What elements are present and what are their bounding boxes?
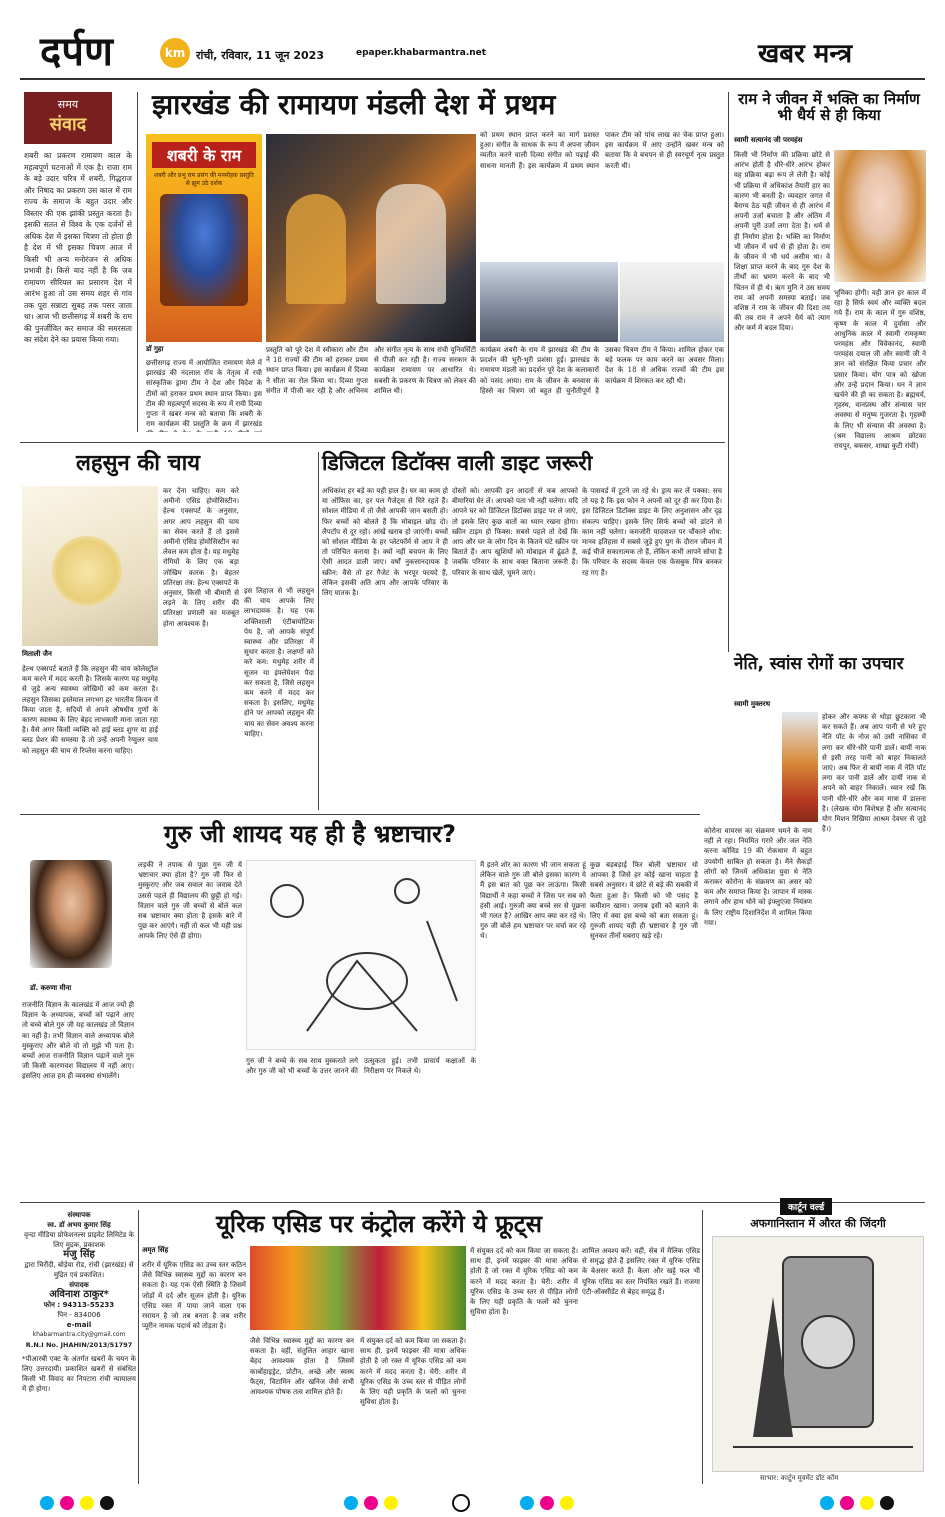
- lead-team-photo: [480, 262, 618, 342]
- guru-headline: गुरु जी शायद यह ही है भ्रष्टाचार?: [164, 820, 456, 848]
- reg-mark-icon: [840, 1496, 854, 1510]
- guru-col-2: लड़की ने तपाक से पूछा गुरु जी ये भ्रष्टाचार क्या होता है? गुरु जी फिर से मुस्कुराए और जब सवाल का जवाब देते उससे पहले ही विद्यालय की छुट्टी हो गई। विज्ञान वाले गुरु जी बच्चों से बोले कल सब भ्रष्टाचार क्या होता है इसके बारे में पूछ कर आएंगे। नहीं तो कल भी यही प्रश्न आपके लिए ऐसे ही होगा।: [138, 861, 242, 941]
- cartoon-title: अफगानिस्तान में औरत की जिंदगी: [750, 1217, 886, 1230]
- cartoon-credit: साभार: कार्टून मूवमेंट डॉट कॉम: [760, 1474, 839, 1482]
- poster-figure: [160, 194, 248, 306]
- samay-tag-bottom: संवाद: [49, 114, 87, 135]
- guru-byline: डॉ. करुणा मीना: [30, 984, 72, 992]
- detox-col-3: के पासवर्ड में टूटने जा रहे थे। ड्राय कर लें पक्का: सच तो यह है कि इस फोन ने अपनों को दूर ही कर दिया है। इस डिजिटल डिटॉक्स डाइट के लिए अनुशासन और दृढ़ संकल्प चाहिए। इसके लिए सिर्फ बच्चों को डांटने से काम नहीं चलेगा। कमजोरी यादवाश्त पर चौंकाने शोध: मानव इतिहास में सबसे जुड़े हुए युग के दौरान जीवन में कई चीजें सकारात्मक तो हैं, लेकिन कभी आपने सोचा है कि परिवार के सदस्य केवल एक फेसबुक मित्र बनकर रह गए हैं।: [582, 487, 722, 577]
- masthead-rule: [20, 78, 925, 80]
- brand-badge-icon: [160, 38, 190, 68]
- col-divider: [728, 92, 729, 652]
- brand-name: खबर मन्त्र: [758, 39, 853, 69]
- imprint-address: द्वारा चिरौंदी, बोड़ेया रोड, रांची (झारखंड) से मुद्रित एवं प्रकाशित।: [24, 1261, 134, 1279]
- guru-col-4: मैं इतने शोर का कारण भी जान सकता हूं लेकिन वाले गुरु जी बोले इसका कारण ये मैं इस बात को पूछ कर लाऊंगा। किसी विद्यार्थी ने कहा बच्चों ने जिस पर सब को हंसी आई। गुरुजी क्या बच्चे सर से पूछना भी गलत है? आखिर आप क्या कर रहे थे। गुरु जी बोले हम भ्रष्टाचार पर चर्चा कर रहे थे।: [480, 861, 586, 941]
- reg-mark-icon: [384, 1496, 398, 1510]
- poster-title: शबरी के राम: [152, 142, 256, 168]
- imprint-pin: पिन - 834006: [57, 1311, 101, 1319]
- crosshair-icon: [452, 1494, 470, 1512]
- imprint-editor: अविनाश ठाकुर*: [49, 1289, 109, 1300]
- garlic-byline: मिताली जैन: [22, 650, 52, 658]
- reg-mark-icon: [100, 1496, 114, 1510]
- neti-byline: स्वामी मुक्तरथ: [734, 700, 771, 708]
- imprint-title: संस्थापक: [67, 1211, 91, 1219]
- logo: दर्पण: [40, 28, 113, 75]
- detox-col-1: अधिकांश हर बड़े का यही हाल है। घर का काम हो या ऑफिस का, हर पल गैजेट्स से घिरे रहते हैं। सोशल मीडिया में तो जैसे आपकी जान बसती हो। फिर बच्चों को बोलते हैं कि मोबाइल छोड़ दो। लैपटॉप से दूर रहो। आंखें खराब हो जाएंगी। बच्चों को सोशल मीडिया के हर प्लेटफॉर्म से आप ने ही तो परिचित कराया है। क्यों नहीं बचपन के लिए ऐसी आदत डाली जाए। वर्षों नुकसानदायक है स्क्रीन: वैसे तो हर गैजेट के भरपूर फायदे हैं, लेकिन इसकी अति आप और आपके परिवार के लिए घातक है।: [322, 487, 448, 598]
- lead-poster-image: [146, 134, 262, 342]
- reg-mark-icon: [364, 1496, 378, 1510]
- brand-badge-text: km: [164, 46, 186, 60]
- detox-headline: डिजिटल डिटॉक्स वाली डाइट जरूरी: [322, 451, 593, 475]
- reg-mark-icon: [880, 1496, 894, 1510]
- garlic-col-1: हेल्थ एक्सपर्ट बताते हैं कि लहसुन की चाय कोलेस्ट्रॉल कम करने में मदद करती है। जिसके कारण यह मधुमेह से जुड़े अन्य स्वास्थ्य जोखिमों को कम करता है। लहसुन जिसका इस्तेमाल लगभग हर भारतीय किचन में किया जाता है, सदियों से अपने औषधीय गुणों के कारण स्वास्थ्य के लिए बेहद लाभकारी माना जाता रहा है। वैसे अगर किसी व्यक्ति को हाई ब्लड शुगर या हाई ब्लड प्रेशर की समस्या है तो उन्हें अपनी रेग्युलर चाय को लहसुन की चाय से रिप्लेस करना चाहिए।: [22, 665, 158, 755]
- garlic-tea-photo: [22, 486, 158, 646]
- fruits-photo: [250, 1246, 466, 1330]
- imprint-phone: फोन : 94313-55233: [43, 1301, 115, 1309]
- garlic-headline: लहसुन की चाय: [76, 451, 201, 476]
- col-divider: [138, 1210, 139, 1484]
- masthead: [0, 0, 945, 82]
- poster-subtitle: शबरी और प्रभु राम प्रसंग की मनमोहक प्रस्तुति से झूम उठे दर्शक: [154, 172, 254, 187]
- swami-portrait: [834, 150, 926, 282]
- imprint-email[interactable]: khabarmantra.city@gmail.com: [32, 1331, 126, 1338]
- reg-mark-icon: [520, 1496, 534, 1510]
- cartoon-label: कार्टून वर्ल्ड: [780, 1198, 832, 1215]
- lead-col-1: छत्तीसगढ़ राज्य में आयोजित रामायण मेले में झारखंड की नंदलाल रॉय के नेतृत्व में रची सांस्कृतिक ड्रामा टीम ने देश और विदेश के टीमों को हराकर प्रथम स्थान प्राप्त किया। इस टीम की महत्वपूर्ण सदस्य के रूप में रायी दिव्या गुप्ता ने खबर मन्त्र को बताया कि शबरी के राम कार्यक्रम की प्रस्तुति के क्रम में झारखंड: [146, 359, 262, 429]
- cartoon-drawing: [247, 861, 476, 1050]
- garlic-col-2: कर देना चाहिए। कम करे अमीनो एसिड होमोसिस्टीन। हेल्थ एक्सपर्ट के अनुसार, अगर आप लहसुन की चाय का सेवन करते हैं तो इससे अमीनो एसिड होमोसिस्टीन का लेवल कम होता है। यह मधुमेह रोगियों के लिए एक बड़ा जोखिम कारक है। बेहतर प्रतिरक्षा तंत्र: हेल्थ एक्सपर्ट के अनुसार, किसी भी बीमारी से लड़ने के लिए शरीर की प्रतिरक्षा प्रणाली का मजबूत होना आवश्यक है।: [163, 487, 239, 628]
- neti-headline: नेति, स्वांस रोगों का उपचार: [734, 654, 904, 674]
- epaper-url[interactable]: epaper.khabarmantra.net: [356, 48, 487, 58]
- imprint-editor-title: संपादक: [69, 1281, 89, 1289]
- reg-mark-icon: [860, 1496, 874, 1510]
- lead-col-3b: को प्रथम स्थान प्राप्त करने का मार्ग प्रशस्त हुआ। संगीत के साधक के रूप में अपना जीवन व्यतीत करने वाली दिव्या संगीत को पढ़ाई की साधना मानती हैं। इस कार्यक्रम में प्रथम स्थान पाकर टीम को पांच लाख का चेक प्राप्त हुआ। इस कार्यक्रम में आए उन्होंने खबर मन्त्र को बताया कि वे बचपन से ही स्वरचूर्ण नृत्य प्रस्तुत करती थी।: [480, 131, 724, 170]
- detox-col-2: दोस्तों को। आपकी इन आदतों से कब आपको बीमारियां घेर लें। आपको पता भी नहीं चलेगा। यदि आपने घर को डिजिटल डिटॉक्स डाइट पर ले जाएं, तो इसके लिए कुछ बातों का ध्यान रखना होगा। स्क्रीन टाइम हो फिक्स: सबसे पहले तो देखें कि आप और घर के लोग दिन के कितने घंटे स्क्रीन पर बिताते हैं। आप खुशियों को मोबाइल में ढूंढते हैं, जबकि परिवार के साथ वक्त बिताना जरूरी है। परिवार के साथ खेलें, घूमने जाएं।: [452, 487, 578, 577]
- reg-mark-icon: [820, 1496, 834, 1510]
- imprint-note: *पीआरबी एक्ट के अंतर्गत खबरों के चयन के लिए उत्तरदायी। प्रकाशित खबरों से संबंधित किसी भी विवाद का निपटारा रांची न्यायालय में ही होगा।: [22, 1355, 136, 1393]
- ram-col-2: भूमिका होगी। वही ज्ञान हर काल में रहा है सिर्फ स्वयं और व्यक्ति बदल गये हैं। राम के काल में गुरु वशिष्ठ, कृष्ण के काल में दुर्वासा और आधुनिक काल में स्वामी रामकृष्ण परमहंस और विवेकानंद, स्वामी परमहंस दयाल जी और स्वामी जी ने ज्ञान को संरक्षित किया प्रचार और प्रसार किया। योग पात्र को खोजा और उन्हें प्रदान किया। धन ने ज्ञान खर्चने की ही का सकता है। ब्रह्मचर्य, गृहस्थ, वानप्रस्थ और संन्यास चार अवस्था से मनुष्य गुजरता है। गृहस्थी के लिए भी संन्यास की अवस्था है। (श्रम विद्यालय आश्रम छोटका रायपुर, बकसर, शाखा कुटी रांची): [834, 289, 926, 451]
- neti-col-2: होकर और कफ्फ से थोड़ा छुटकारा भी कर सकते हैं। अब आप पानी से भरे हुए नेति पॉट के नोज को उसी नासिका में लगा कर धीरे-धीरे पानी डालें। बायीं नाक से इसी तरह पानी को बाहर निकालते जाएं। अब फिर से बायीं नाक में नेति पॉट लगा कर पानी डालें और दायीं नाक से अपने को बाहर निकालें। ध्यान रखें कि पानी धीरे-धीरे और कम मात्रा में डालना है। (लेखक योग विशेषज्ञ हैं और सत्यानंद योग मिशन रिखिया आश्रम देवघर से जुड़े हैं।): [818, 712, 926, 1296]
- guru-col-1: राजनीति विज्ञान के कालखंड में आज ज्यों ही विज्ञान के अध्यापक, बच्चों को पढ़ाने आए तो बच्चे बोले गुरु जी यह कालखंड तो विज्ञान का नहीं है। तभी विज्ञान वाले अध्यापक बोले मुस्कुराए और बोले वो तो मुझे भी पता है। बच्चों आज राजनीति विज्ञान पढ़ाने वाले गुरु जी किसी कारणवश विद्यालय में नहीं आए। इसलिए आज हम ही व्यवस्था संभालेंगे।: [22, 1001, 134, 1081]
- fruits-col-2: जैसे विभिन्न स्वास्थ्य मुद्दों का कारण बन सकता है। वहीं, संतुलित आहार खाना बेहद आवश्यक होता है जिसमें कार्बोहाइड्रेट, प्रोटीन, अच्छे और स्वस्थ फैट्स, विटामिन और खनिज जैसे सभी आवश्यक पोषक तत्व शामिल होते हैं।: [250, 1337, 354, 1397]
- lead-col-4: कार्यक्रम शबरी के राम में झारखंड की टीम के प्रदर्शन की भूरी-भूरी प्रशंसा हुई। झारखंड के रामायण मंडली का प्रदर्शन पूरे देश के कलाकारों को पसंद आया। राम के जीवन के बनवास के हिस्से का चित्रण जो बहुत ही चुनौतीपूर्ण है उसका चित्रण टीम ने किया। शामिल होकर एक बड़े फलक पर काम करने का अवसर मिला। देश के 18 से अधिक राज्यों की टीम इस कार्यक्रम में शिरकत कर रही थी।: [480, 346, 724, 395]
- reg-mark-icon: [540, 1496, 554, 1510]
- imprint-email-label: e-mail: [66, 1321, 92, 1329]
- fruits-byline: अमृत सिंह: [142, 1246, 169, 1254]
- guru-cartoon: [246, 860, 476, 1050]
- guru-col-3: गुरु जी ने बच्चे के सब साथ मुस्कराते लगे और गुरु जी को भी बच्चों के उत्तर जानने की उत्सुकता हुई। तभी प्राचार्य कक्षाओं के निरीक्षण पर निकले थे।: [246, 1057, 476, 1076]
- fruits-col-4: शामिल अवश्य करें। वहीं, सेब में मैलिक एसिड से समृद्ध होते हैं इसलिए रक्त में यूरिक एसिड के बेअसर करते हैं। केला और खट्टे फल भी यूरिक एसिड का स्तर नियंत्रित रखते हैं। राजमा एंटी-ऑक्सीडेंट से बेहद समृद्ध हैं।: [582, 1247, 700, 1296]
- section-rule: [20, 442, 725, 443]
- lead-byline: डॉ गुहा: [146, 345, 164, 353]
- footer-registration: [0, 1492, 945, 1516]
- imprint-publisher: मंजु सिंह: [63, 1249, 95, 1260]
- garlic-col-3b: इस लिहाज से भी लहसुन की चाय आपके लिए लाभदायक है। यह एक शक्तिशाली एंटीबायोटिक पेय है, जो आपके संपूर्ण स्वास्थ्य और प्रतिरक्षा में सुधार करता है। लक्षणों को करे कम: मधुमेह शरीर में सूजन या इंफ्लेमेशन पैदा कर सकता है, जिसे लहसुन कम करने में मदद कर सकता है। इसलिए, मधुमेह होने पर आपको लहसुन की चाय का सेवन अवश्य करना चाहिए।: [244, 587, 314, 738]
- col-divider: [318, 452, 319, 810]
- ram-headline: राम ने जीवन में भक्ति का निर्माण भी धैर्य से ही किया: [738, 90, 920, 124]
- imprint-founder: स्व. डॉ अभय कुमार सिंह: [47, 1221, 111, 1229]
- reg-mark-icon: [560, 1496, 574, 1510]
- reg-mark-icon: [60, 1496, 74, 1510]
- lead-stage-photo: [266, 134, 476, 342]
- reg-mark-icon: [80, 1496, 94, 1510]
- ram-body: किसी भी निर्माण की प्रक्रिया छोटे से आरंभ होती है धीरे-धीरे आरंभ होकर वह प्रक्रिया बढ़ा रूप ले लेती है। कोई भी प्रक्रिया में अधिकांश तैयारी हार का कारण भी बनती है। व्यवहार जगत में बैराग्य ठेठ यही जीवन से ही आरंभ में अपनी उर्जा बचाता है और अंतिम में अपनी पूरी उर्जा लगा देता है। धर्म से ही निर्माण होता है। भक्ति का निर्माण भी जीवन में धर्य से ही होता है। राम के जीवन में भी धर्य असीम था। वे शिक्षा प्राप्त करने के बाद गुरु देश के तीर्थों का भ्रमण करने के बाद भी चिंतन में ही थे। ऋंग मुनि ने उस समय राम को अपनी समस्या बताई। जब वशिष्ठ ने राम के जीवन की दिशा तय की तब राम ने अपने धैर्य को त्याग और कर्म में बदल दिया।: [734, 151, 830, 333]
- guru-col-5: कुछ बड़बड़ाई फिर बोली भ्रष्टाचार यो आपका है जिसे हर कोई खाना चाहता है सबसे अनुसार। ये छोटे से बड़े की सबकी में फैला हुआ है। किसी को भी पसंद है कमीशन खाना। जनाब इसी को बताने के लिए में क्या इस बच्चे को बता सकता हूं। गुरुजी शायद यही ही भ्रष्टाचार है गुरु जी सुनकर तीनों घबराए खड़े रहे।: [590, 861, 698, 941]
- fruits-col-1: शरीर में यूरिक एसिड का उच्च स्तर कठिन जैसे विभिन्न स्वास्थ्य मुद्दों का कारण बन सकता है। यह एक ऐसी स्थिति है जिसमें जोड़ों में दर्द और सूजन होती है। यूरिक एसिड रक्त में पाया जाने वाला एक रसायन है जो तब बनता है जब शरीर प्यूरीन नामक पदार्थ को तोड़ता है।: [142, 1261, 246, 1331]
- fruits-headline: यूरिक एसिड पर कंट्रोल करेंगे ये फ्रूट्स: [216, 1210, 543, 1238]
- lead-certificate-photo: [620, 262, 724, 342]
- reg-mark-icon: [344, 1496, 358, 1510]
- guru-author-photo: [30, 860, 112, 968]
- fruits-col-3b: में संयुक्त दर्द को कम किया जा सकता है। साथ ही, इनमें फाइबर की मात्रा अधिक होती है जो रक्त में यूरिक एसिड को कम करने में मदद करता है। चेरी: शरीर में यूरिक एसिड के उच्च स्तर से पीड़ित लोगों के लिए यही प्रकृति के फलों को चुनना सुविधा होता है।: [470, 1247, 578, 1317]
- fruits-col-3: में संयुक्त दर्द को कम किया जा सकता है। साथ ही, इनमें फाइबर की मात्रा अधिक होती है जो रक्त में यूरिक एसिड को कम करने में मदद करता है। चेरी: शरीर में यूरिक एसिड के उच्च स्तर से पीड़ित लोगों के लिए यही प्रकृति के फलों को चुनना सुविधा होता है।: [360, 1337, 466, 1407]
- reg-mark-icon: [40, 1496, 54, 1510]
- cartoon-image: [712, 1236, 924, 1472]
- lead-headline: झारखंड की रामायण मंडली देश में प्रथम: [152, 88, 556, 121]
- samay-tag-top: समय: [57, 98, 79, 111]
- neti-col-1b: कोरोना वायरस का संक्रमण थमने के नाम नहीं ले रहा। नियमित गरारे और जल नेति करना कोविड 19 की रोकथाम में बहुत उपयोगी साबित हो सकता है। मैंने सैकड़ों लोगों को जिनमें अधिकांश युवा थे नेति कराकर कोरोना के संक्रमण का असर को कम और समाप्त किया है। जापान में मास्क लगाने और हाथ धोने को इंफ्लुएंजा नियंत्रण के लिए राष्ट्रीय दिशानिर्देश में शामिल किया गया।: [704, 827, 812, 927]
- issue-date: रांची, रविवार, 11 जून 2023: [196, 49, 324, 62]
- imprint-company: वृन्दा मीडिया प्रोफेशनल्स प्राइवेट लिमिटेड के लिए मुद्रक, प्रकाशक: [24, 1231, 134, 1249]
- imprint-rni: R.N.I No. JHAHIN/2013/51797: [25, 1341, 133, 1349]
- samay-tag: [24, 92, 112, 144]
- lead-col-2: प्रस्तुति को पूरे देश में स्वीकारा और टीम ने 18 राज्यों की टीम को हराकर प्रथम स्थान प्राप्त किया। इस कार्यक्रम में दिव्या ने सीता का रोल किया था। दिव्या गुप्ता संगीत में पीजी कर रही है और अभिनय और संगीत नृत्य के साथ रांची यूनिवर्सिटी से पीजी कर रही है। राज्य सरकार के कार्यक्रम रामायण पर आधारित थे। सबसी के प्रकरण के चित्रण को लेकर की शामिल थी।: [266, 346, 476, 395]
- col-divider: [137, 92, 138, 432]
- cartoon-illustration: [713, 1237, 924, 1472]
- imprint-box: [22, 1210, 136, 1484]
- ram-byline: स्वामी सत्यानंद जी परमहंस: [734, 136, 803, 144]
- samay-body: शबरी का प्रकरण रामायण काल के महत्वपूर्ण घटनाओं में एक है। राजा राम के बड़े उदार चरित्र में शबरी, गिद्धराज और निषाद का प्रकरण उस काल में राम राज्य के समाज के बहुत उदार और विस्तार की एक झांकी प्रस्तुत करता है। इसकी सतत से विश्व के एक दर्जनों से अधिक देश में इसका चित्रण तो होता ही है देश में भी इसका चित्रण आज में किसी भी अन्य मनोरंजन से अधिक प्रभावी है। किसे याद नहीं है कि जब रामायण सीरियल का प्रसारण देश में आरंभ हुआ तो उस समय शहर से गांव तक पूरा सन्नाटा सुबह तक पसर जाता था। आज भी छत्तीसगढ़ में शबरी के राम की पुनर्जीवित कर समाज की समरसता का संदेश देने का प्रयास किया गया।: [24, 151, 132, 344]
- col-divider: [702, 1210, 703, 1484]
- section-rule: [20, 814, 700, 815]
